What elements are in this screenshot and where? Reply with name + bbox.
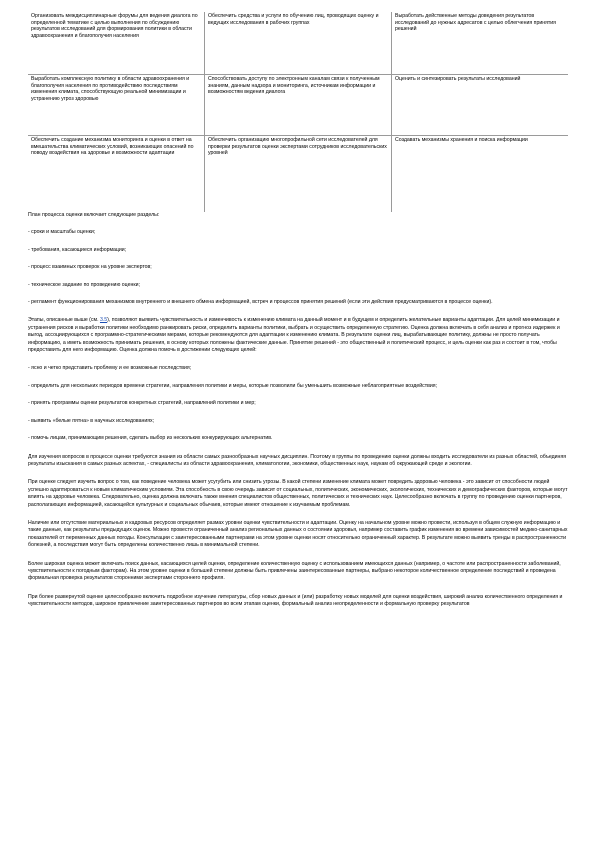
- paragraph: [28, 317, 568, 354]
- table-cell: Выработать комплексную политику в области здравоохранения и благополучия населения по противодействию последствиям изменения климата, способствующую реальной минимизации и устранению угроз здоровью: [28, 75, 205, 136]
- table-cell: Обеспечить создание механизма мониторинга и оценки в ответ на вмешательства климатических условий, возникающих опасений по поводу воздействия на здоровье и возможности адаптации: [28, 136, 205, 213]
- list-item: - регламент функционирования механизмов внутреннего и внешнего обмена информацией, встреч и процессов принятия решений (если эти действия предусматриваются в процессе оценки).: [28, 299, 493, 306]
- list-item: - сроки и масштабы оценки;: [28, 229, 96, 236]
- list-item: - требования, касающиеся информации;: [28, 246, 127, 253]
- paragraph: Для изучения вопросов в процессе оценки требуются знания из области самых разнообразных научных дисциплин. Поэтому в группы по проведению оценки должны входить исследователи из разных областей, объединяя результаты изыскания в самых разных аспектах, - специалисты из области здравоохранения, климатологии, экономики, общественных наук, наукам об окружающей среде и экологии.: [28, 453, 567, 467]
- paragraph: При оценке следует изучить вопрос о том, как поведение человека может усугубить или снизить угрозы. В какой степени изменение климата может повредить здоровью человека - это зависит от способности людей успешно адаптироваться к новым климатическим условиям. Эта способность в свою очередь зависит от социальных, политических, экономических, экологических, технических и демографических факторов, которые могут влиять на здоровье человека. Следовательно, оценка должна включать также мнения специалистов общественных, политических и технических наук. Целесообразно включать в группу по проведению оценки партнеров, располагающих информацией, касающейся культурных и социальных обычаев, которые имеют отношение к изучаемым проблемам.: [28, 479, 568, 508]
- measures-table: [28, 12, 568, 212]
- paragraph: При более развернутой оценке целесообразно включить подробное изучение литературы, сбор новых данных и (или) разработку новых моделей для оценки воздействия, широкий анализ количественного определения и чувствительности методов, широкое привлечение заинтересованных партнеров во всем этапам оценки, формальный анализ неопределенности и формальную проверку результатов: [28, 593, 563, 608]
- document-body: [28, 212, 568, 609]
- table-cell: Обеспечить средства и услуги по обучению лиц, проводящих оценку и ведущих исследования в рабочих группах: [205, 12, 392, 75]
- table-row: [28, 75, 568, 136]
- table-cell: Оценить и синтезировать результаты исследований: [392, 75, 569, 136]
- paragraph-text: Этапы, описанные выше (см.: [28, 317, 100, 324]
- table-cell: Создавать механизмы хранения и поиска информации: [395, 137, 528, 143]
- list-item: - техническое задание по проведению оценки;: [28, 281, 140, 288]
- table-row: [28, 136, 568, 213]
- list-item: - определить для нескольких периодов времени стратегии, направления политики и меры, которые позволили бы уменьшить возможные неблагоприятные воздействия;: [28, 382, 438, 389]
- list-item: - процесс взаимных проверок на уровне экспертов;: [28, 264, 152, 271]
- paragraph: Более широкая оценка может включать поиск данных, касающихся целей оценки, определение количественную оценку с использованием имеющихся данных (например, о частоте или распространенности заболеваний, чувствительности к погодным факторам). На этом уровне оценки в большей степени должны быть привлечены заинтересованные партнеры, выбрано некоторое количественное определение последствий и проведена формальная проверка результатов сторонними экспертами стороннего профиля.: [28, 560, 561, 582]
- section-link[interactable]: 3.5: [99, 317, 108, 324]
- list-item: - ясно и четко представить проблему и ее возможные последствия;: [28, 365, 192, 372]
- list-item: - выявить «белые пятна» в научных исследованиях;: [28, 417, 155, 424]
- table-cell: Обеспечить организацию многопрофильной сети исследователей для проверки результатов оценки экспертами сотрудников исследовательских уровней: [205, 136, 392, 213]
- list-item: - помочь лицам, принимающим решения, сделать выбор из нескольких конкурирующих альтернатив.: [28, 435, 273, 442]
- paragraph-text: ), позволяют выявить чувствительность и изменчивость к изменению климата на данный момент и в будущем и определить желательные варианты адаптации. Для целей минимизации и устранения рисков и выработки политики необходимо ранжировать риски, определить варианты политики, выбрать и осуществить определенную стратегию. Оценка должна включать в себя анализ и прогноз издержек и выгод, ассоциирующихся с программно-стратегическими мерами, которые рекомендуются для адаптации к изменению климата. В результате оценки лиц, вырабатывающие политику, должны не просто получать информацию, а иметь возможность принимать решения, в основу которых положены фактические данные. Принятие решений - это общественный и политический процесс, и цель оценки как раз и состоит в том, чтобы предоставить для него информацию. Оценка должна помочь в достижении следующих целей:: [28, 317, 560, 354]
- table-cell: Способствовать доступу по электронным каналам связи к полученным знаниям, данным надзора и мониторинга, источникам информации и возможностям ведения диалога: [205, 75, 392, 136]
- intro-paragraph: План процесса оценки включает следующие разделы:: [28, 212, 160, 218]
- table-row: [28, 12, 568, 75]
- table-cell: Выработать действенные методы доведения результатов исследований до нужных адресатов с целью облегчения принятия решений: [392, 12, 569, 75]
- paragraph: Наличие или отсутствие материальных и кадровых ресурсов определяет размах уровни оценки чувствительности и адаптации. Оценку на начальном уровне можно провести, используя в общем служную информацию и такие данные, как результаты предыдущих оценок. Можно провести ограниченный анализ региональных данных о состоянии здоровья, например составить график изменения во времени зависимостей медико-санитарных показателей от переменных данных погоды. Консультации с заинтересованными партнерами на этом уровне оценки носят относительно ограниченный характер. В результате можно выявить тренды в распространенности болезней, а последствия могут быть определены количественно лишь в минимальной степени.: [28, 519, 568, 549]
- table-cell: Организовать междисциплинарные форумы для ведения диалога по определенной тематике с целью выполнения по обсуждению результатов исследований для формирования политики в области здравоохранения и благополучия населения: [28, 12, 205, 75]
- list-item: - принять программы оценки результатов конкретных стратегий, направлений политики и мер;: [28, 400, 256, 407]
